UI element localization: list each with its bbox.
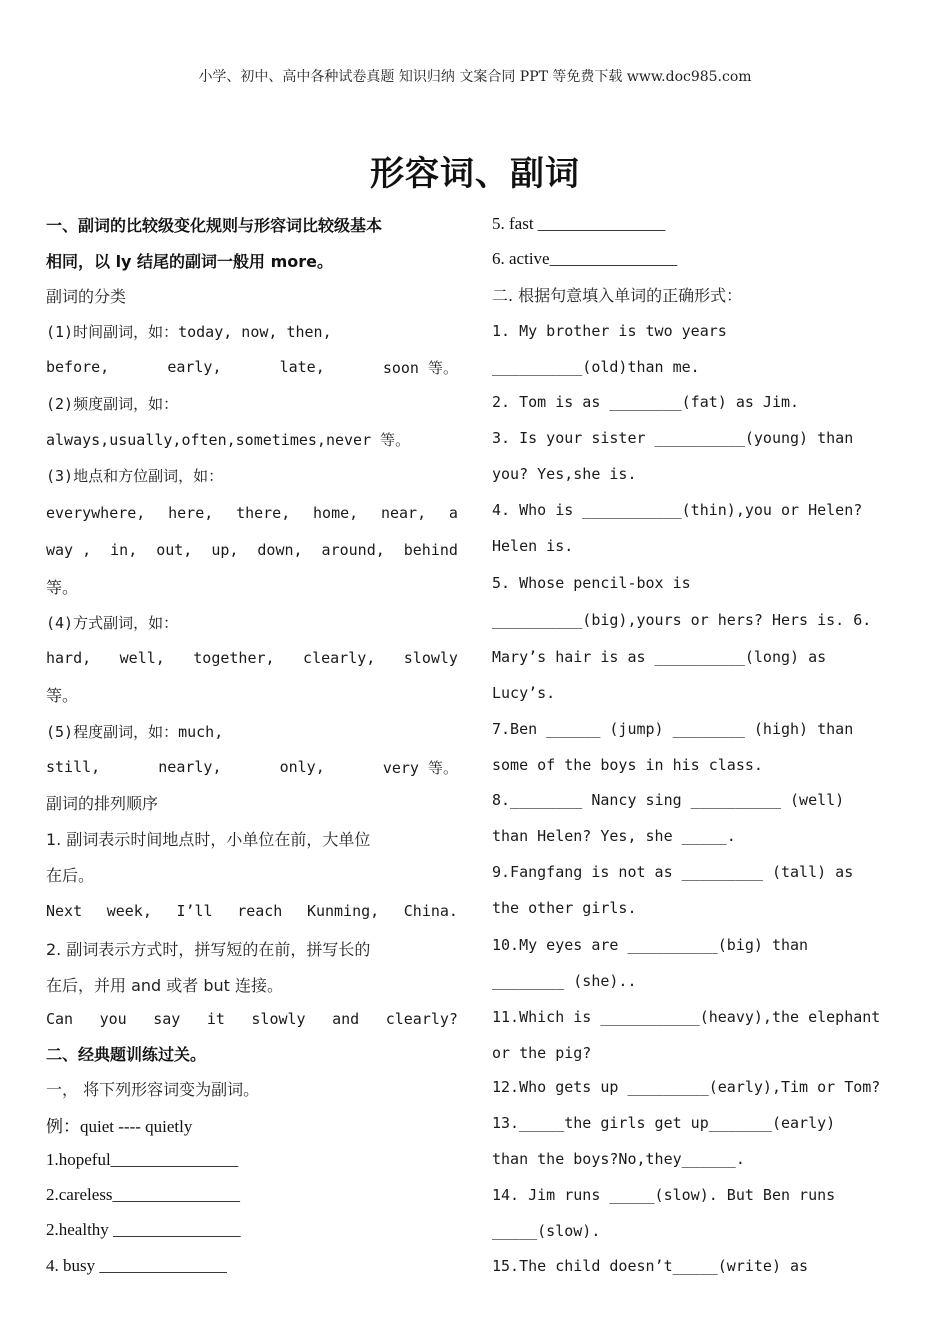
right-line: Helen is. [492,537,574,555]
word: behind [403,541,458,559]
right-line: 15.The child doesn’t_____(write) as [492,1257,809,1275]
right-line: 6. active_______________ [492,249,678,268]
word: soon 等。 [382,358,458,377]
left-line: 一、副词的比较级变化规则与形容词比较级基本 [46,215,383,235]
word: down, [257,541,303,559]
left-line: 在后，并用 and 或者 but 连接。 [46,975,284,995]
word: up, [211,541,239,559]
right-line: 1. My brother is two years [492,322,727,340]
right-line: 11.Which is ___________(heavy),the elephant [492,1008,881,1026]
word: everywhere, [46,504,146,522]
word: Can [46,1010,74,1028]
word: China. [403,902,458,920]
right-column [492,206,904,1284]
left-line: 副词的排列顺序 [46,793,159,813]
word: very 等。 [382,758,458,777]
word: I’ll [176,902,213,920]
right-line: 8.________ Nancy sing __________ (well) [492,791,845,809]
right-line: __________(big),yours or hers? Hers is. 6. [492,611,872,629]
word: late, [279,358,325,376]
left-line [46,750,458,784]
left-line: (3)地点和方位副词，如： [46,466,224,485]
right-line: Mary’s hair is as __________(long) as [492,648,827,666]
word: near, [380,504,427,522]
word: well, [119,649,165,667]
left-line: 在后。 [46,865,95,885]
right-line: or the pig? [492,1044,592,1062]
left-line: 一， 将下列形容词变为副词。 [46,1079,260,1099]
left-column [46,206,458,1284]
word: Kunming, [306,902,380,920]
left-line: 等。 [46,685,79,705]
word: a [448,504,458,522]
left-line: always,usually,often,sometimes,never 等。 [46,430,411,449]
word: and [332,1010,360,1028]
left-line: 例：quiet ---- quietly [46,1116,193,1136]
right-line: 2. Tom is as ________(fat) as Jim. [492,393,800,411]
word: nearly, [158,758,222,776]
left-line [46,640,458,676]
word: only, [279,758,325,776]
right-line: 12.Who gets up _________(early),Tim or Tom? [492,1078,881,1096]
word: it [206,1010,225,1028]
left-line [46,532,458,568]
word: home, [313,504,359,522]
word: early, [167,358,222,376]
word: reach [237,902,283,920]
right-line: Lucy’s. [492,684,556,702]
word: way , [46,541,92,559]
left-line [46,350,458,384]
word: around, [321,541,385,559]
right-line: _____(slow). [492,1222,601,1240]
right-line: 4. Who is ___________(thin),you or Helen? [492,501,863,519]
right-line: __________(old)than me. [492,358,700,376]
right-line: than the boys?No,they______. [492,1150,745,1168]
left-line: 2.healthy _______________ [46,1220,241,1239]
left-line [46,494,458,532]
left-line: 副词的分类 [46,286,127,306]
right-line: some of the boys in his class. [492,756,763,774]
right-line: 5. fast _______________ [492,214,666,233]
right-line: 9.Fangfang is not as _________ (tall) as [492,863,854,881]
left-line: 1. 副词表示时间地点时，小单位在前，大单位 [46,829,371,849]
left-line: (2)频度副词，如： [46,394,179,413]
left-line [46,892,458,930]
word: still, [46,758,101,776]
left-line: (1)时间副词，如：today, now, then, [46,322,332,341]
word: together, [193,649,275,667]
word: out, [156,541,193,559]
right-line: ________ (she).. [492,972,637,990]
word: there, [236,504,291,522]
word: slowly [403,649,458,667]
word: you [99,1010,127,1028]
word: here, [168,504,214,522]
word: clearly, [303,649,376,667]
right-line: 3. Is your sister __________(young) than [492,429,854,447]
word: hard, [46,649,92,667]
right-line: you? Yes,she is. [492,465,637,483]
left-line: 等。 [46,577,79,597]
left-line: 2.careless_______________ [46,1185,241,1204]
right-line: than Helen? Yes, she _____. [492,827,736,845]
right-line: 10.My eyes are __________(big) than [492,936,809,954]
right-line: 14. Jim runs _____(slow). But Ben runs [492,1186,836,1204]
site-banner: 小学、初中、高中各种试卷真题 知识归纳 文案合同 PPT 等免费下载 www.doc985.com [198,69,752,85]
word: clearly? [385,1010,458,1028]
left-line: 1.hopeful_______________ [46,1150,239,1169]
right-line: 5. Whose pencil-box is [492,574,691,592]
left-line [46,1002,458,1036]
left-line: (5)程度副词，如：much, [46,722,224,741]
left-line: 4. busy _______________ [46,1256,227,1275]
word: in, [110,541,138,559]
word: before, [46,358,110,376]
word: Next [46,902,83,920]
word: say [153,1010,181,1028]
left-line: 2. 副词表示方式时，拼写短的在前，拼写长的 [46,939,371,959]
right-line: the other girls. [492,899,637,917]
right-line: 7.Ben ______ (jump) ________ (high) than [492,720,854,738]
page-title: 形容词、副词 [370,154,580,194]
right-line: 二. 根据句意填入单词的正确形式： [492,285,743,305]
left-line: 二、经典题训练过关。 [46,1044,207,1064]
word: week, [106,902,152,920]
left-line: (4)方式副词，如： [46,613,179,632]
right-line: 13._____the girls get up_______(early) [492,1114,836,1132]
word: slowly [251,1010,306,1028]
left-line: 相同，以 ly 结尾的副词一般用 more。 [46,251,334,271]
